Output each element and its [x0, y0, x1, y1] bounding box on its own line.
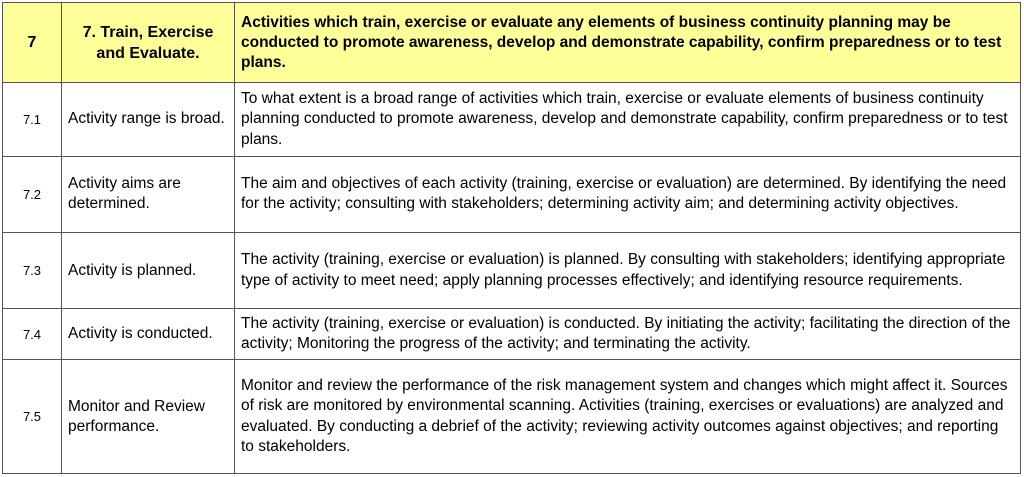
- row-description: The aim and objectives of each activity (training, exercise or evaluation) are determined. By identifying the need for the activity; consulting with stakeholders; determining activity aim; and determining activity objectives.: [235, 156, 1021, 232]
- table-row: [3, 83, 1021, 156]
- table-header-row: [3, 3, 1021, 83]
- table-row: [3, 309, 1021, 360]
- row-description: To what extent is a broad range of activities which train, exercise or evaluate elements of business continuity planning conducted to promote awareness, develop and demonstrate capability, confirm preparedness or to test plans.: [235, 83, 1021, 156]
- table-row: [3, 360, 1021, 474]
- row-number: 7.4: [3, 309, 62, 360]
- row-description: Monitor and review the performance of the risk management system and changes which might affect it. Sources of risk are monitored by environmental scanning. Activities (training, exercises or evaluations) are analyzed and evaluated. By conducting a debrief of the activity; reviewing activity outcomes against objectives; and reporting to stakeholders.: [235, 360, 1021, 474]
- row-title: Activity is planned.: [62, 232, 235, 308]
- row-title: Activity is conducted.: [62, 309, 235, 360]
- row-description: The activity (training, exercise or evaluation) is conducted. By initiating the activity; facilitating the direction of the activity; Monitoring the progress of the activity; and terminating the activity.: [235, 309, 1021, 360]
- competency-table: [2, 2, 1021, 474]
- row-title: Activity aims are determined.: [62, 156, 235, 232]
- row-description: The activity (training, exercise or evaluation) is planned. By consulting with stakeholders; identifying appropriate type of activity to meet need; apply planning processes effectively; and identifying resource requirements.: [235, 232, 1021, 308]
- row-number: 7.5: [3, 360, 62, 474]
- table-row: [3, 156, 1021, 232]
- header-description: Activities which train, exercise or evaluate any elements of business continuity planning may be conducted to promote awareness, develop and demonstrate capability, confirm preparedness or to test plans.: [235, 3, 1021, 83]
- header-title: 7. Train, Exercise and Evaluate.: [62, 3, 235, 83]
- row-number: 7.3: [3, 232, 62, 308]
- row-number: 7.2: [3, 156, 62, 232]
- header-number: 7: [3, 3, 62, 83]
- table-row: [3, 232, 1021, 308]
- row-title: Activity range is broad.: [62, 83, 235, 156]
- row-title: Monitor and Review performance.: [62, 360, 235, 474]
- row-number: 7.1: [3, 83, 62, 156]
